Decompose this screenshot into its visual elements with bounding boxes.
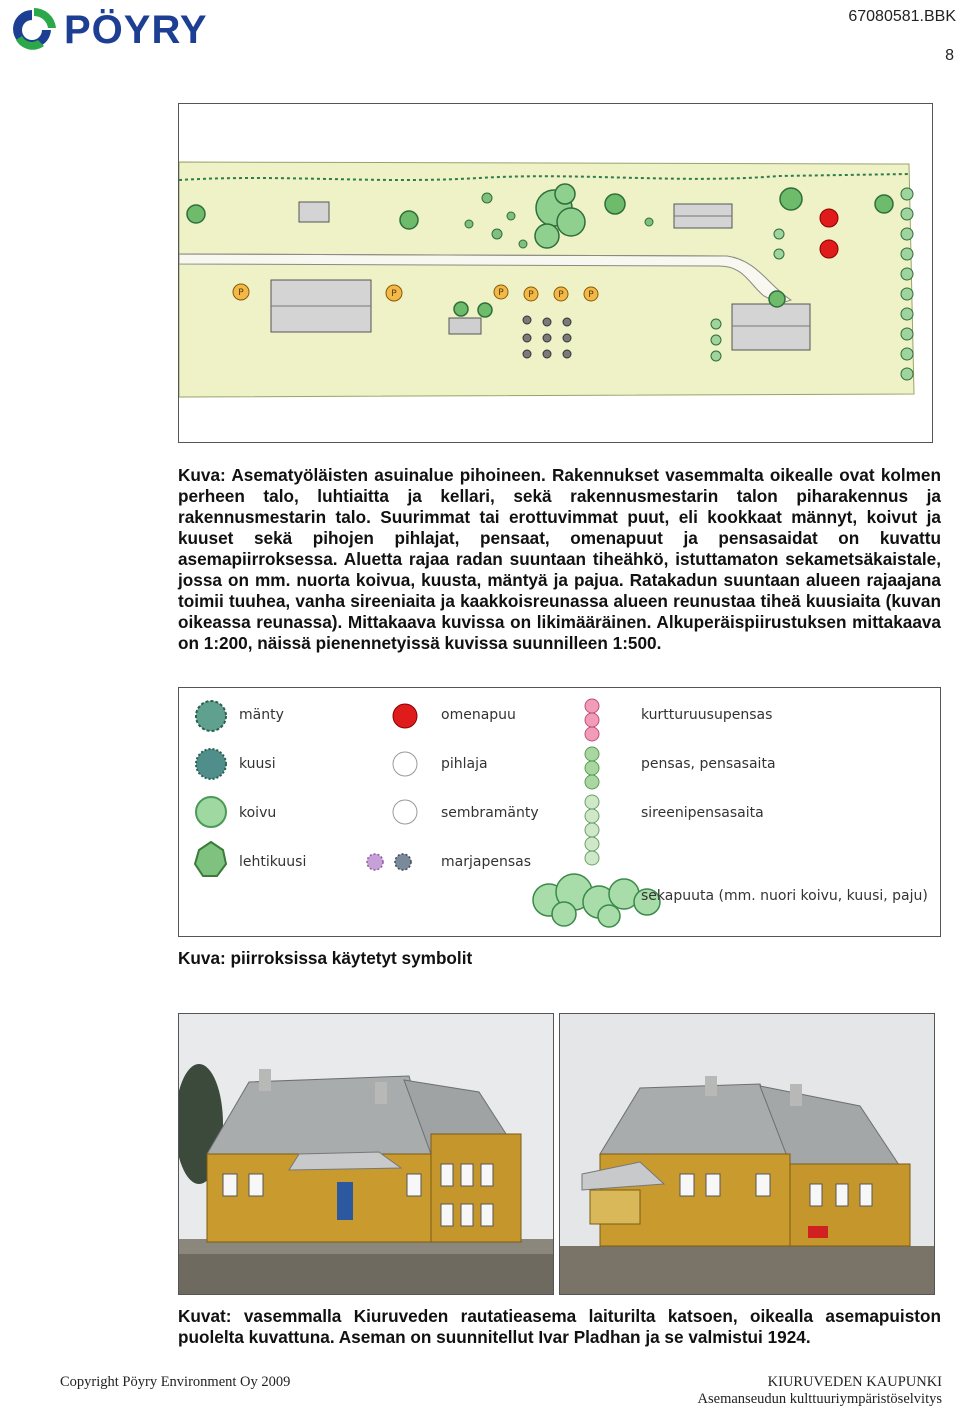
- lilac-hedge-symbol-icon: [585, 795, 599, 865]
- birch-symbol-icon: [196, 797, 226, 827]
- legend-label: pensas, pensasaita: [641, 756, 776, 772]
- footer-report-title: Asemanseudun kulttuuriympäristöselvitys: [697, 1391, 942, 1407]
- legend-figure: [178, 687, 941, 937]
- parking-sign-p: P: [391, 289, 397, 299]
- footer-report-info: [698, 1374, 942, 1408]
- stone-pine-symbol-icon: [393, 800, 417, 824]
- pine-symbol-icon: [196, 701, 226, 731]
- legend-label: omenapuu: [441, 707, 516, 723]
- legend-label: sekapuuta (mm. nuori koivu, kuusi, paju): [641, 888, 928, 904]
- site-plan-caption: Kuva: Asematyöläisten asuinalue pihoineen. Rakennukset vasemmalta oikealle ovat kolmen perheen talo, luhtiaitta ja kellari, sekä rakennusmestarin talon piharakennus ja rakennusmestarin talo. Suurimmat tai erottuvimmat puut, eli kookkaat männyt, koivut ja kuuset sekä pihojen pihlajat, pensaat, omenapuut ja pensasaidat on kuvattu asemapiirroksessa. Aluetta rajaa radan suuntaan tiheähkö, istuttamaton sekametsäkaistale, jossa on mm. nuorta koivua, kuusta, mäntyä ja pajua. Ratakadun suuntaan alueen rajaajana toimii tuuhea, vanha sireeniaita ja kaakkoisreunassa alueen reunustaa tiheä kuusiaita (kuvan oikeassa reunassa). Mittakaava kuvissa on likimääräinen. Alkuperäispiirustuksen mittakaava on 1:200, näissä pienennetyissä kuvissa suunnilleen 1:500.: [178, 465, 941, 653]
- parking-sign-p: P: [238, 288, 244, 298]
- poyry-logo-icon: [4, 6, 60, 52]
- legend-label: koivu: [239, 805, 277, 821]
- site-plan-drawing: [179, 104, 932, 442]
- legend-label: marjapensas: [441, 854, 531, 870]
- footer-client: KIURUVEDEN KAUPUNKI: [767, 1374, 942, 1390]
- logo-wordmark: PÖYRY: [64, 8, 208, 52]
- footer-copyright: Copyright Pöyry Environment Oy 2009: [60, 1374, 291, 1390]
- apple-tree-symbol-icon: [393, 704, 417, 728]
- legend-label: kurtturuusupensas: [641, 707, 773, 723]
- photos-caption: Kuvat: vasemmalla Kiuruveden rautatieasema laiturilta katsoen, oikealla asemapuiston puolelta kuvattuna. Aseman on suunnitellut Ivar Pladhan ja se valmistui 1924.: [178, 1306, 941, 1347]
- spruce-symbol-icon: [196, 749, 226, 779]
- berry-bush-symbol-icon: [367, 854, 383, 870]
- station-park-image: [560, 1014, 934, 1294]
- site-plan-figure: [178, 103, 933, 443]
- legend-label: lehtikuusi: [239, 854, 307, 870]
- legend-caption: Kuva: piirroksissa käytetyt symbolit: [178, 948, 473, 968]
- parking-sign-p: P: [528, 290, 534, 300]
- station-platform-image: [179, 1014, 553, 1294]
- document-id: 67080581.BBK: [848, 8, 956, 25]
- berry-bush-alt-symbol-icon: [395, 854, 411, 870]
- rugosa-rose-symbol-icon: [585, 699, 599, 741]
- station-photo-park: [559, 1013, 935, 1295]
- legend-label: kuusi: [239, 756, 276, 772]
- legend-label: pihlaja: [441, 756, 488, 772]
- rowan-symbol-icon: [393, 752, 417, 776]
- parking-sign-p: P: [558, 290, 564, 300]
- legend-label: mänty: [239, 707, 284, 723]
- shrub-hedge-symbol-icon: [585, 747, 599, 789]
- parking-sign-p: P: [498, 288, 504, 298]
- legend-label: sembramänty: [441, 805, 539, 821]
- station-photo-platform: [178, 1013, 554, 1295]
- parking-sign-p: P: [588, 290, 594, 300]
- larch-symbol-icon: [195, 842, 226, 876]
- legend-label: sireenipensasaita: [641, 805, 764, 821]
- page-number: 8: [945, 47, 954, 64]
- poyry-logo: [4, 6, 244, 52]
